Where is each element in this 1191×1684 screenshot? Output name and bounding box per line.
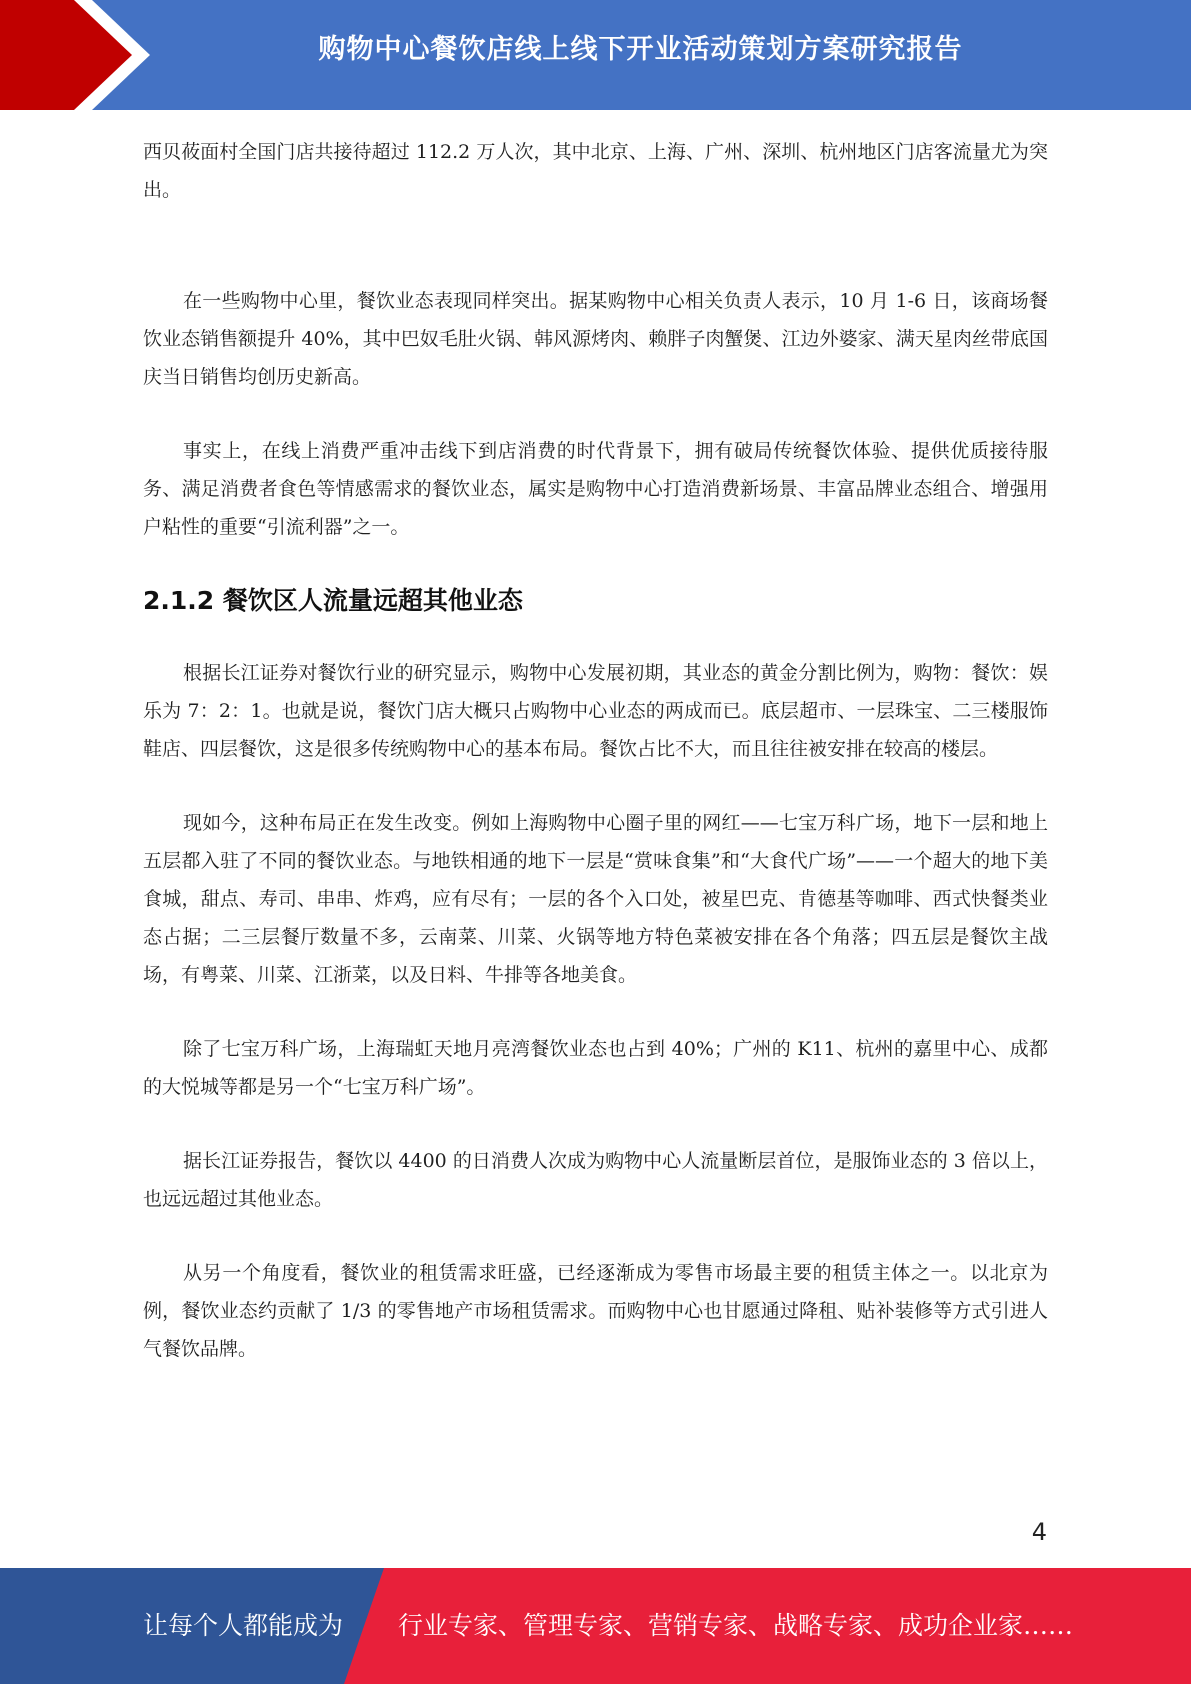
body-paragraph-4: 根据长江证券对餐饮行业的研究显示，购物中心发展初期，其业态的黄金分割比例为，购物：餐饮：娱乐为 7：2：1。也就是说，餐饮门店大概只占购物中心业态的两成而已。底层超市、一层珠宝、二三楼服饰鞋店、四层餐饮，这是很多传统购物中心的基本布局。餐饮占比不大，而且往往被安排在较高的楼层。 bbox=[143, 662, 1048, 760]
body-paragraph-3: 事实上，在线上消费严重冲击线下到店消费的时代背景下，拥有破局传统餐饮体验、提供优质接待服务、满足消费者食色等情感需求的餐饮业态，属实是购物中心打造消费新场景、丰富品牌业态组合、增强用户粘性的重要“引流利器”之一。 bbox=[143, 440, 1048, 538]
body-paragraph-1: 西贝莜面村全国门店共接待超过 112.2 万人次，其中北京、上海、广州、深圳、杭州地区门店客流量尤为突出。 bbox=[143, 141, 1048, 201]
page-footer bbox=[0, 1568, 1191, 1684]
section-heading: 2.1.2 餐饮区人流量远超其他业态 bbox=[143, 586, 523, 615]
body-paragraph-8: 从另一个角度看，餐饮业的租赁需求旺盛，已经逐渐成为零售市场最主要的租赁主体之一。以北京为例，餐饮业态约贡献了 1/3 的零售地产市场租赁需求。而购物中心也甘愿通过降租、贴补装修等方式引进人气餐饮品牌。 bbox=[143, 1262, 1048, 1360]
document-body bbox=[143, 133, 1048, 1368]
document-title: 购物中心餐饮店线上线下开业活动策划方案研究报告 bbox=[318, 34, 963, 65]
body-paragraph-7: 据长江证券报告，餐饮以 4400 的日消费人次成为购物中心人流量断层首位，是服饰业态的 3 倍以上，也远远超过其他业态。 bbox=[143, 1150, 1048, 1210]
page-number: 4 bbox=[1031, 1518, 1047, 1546]
page-header bbox=[0, 0, 1191, 110]
footer-slogan-right: 行业专家、管理专家、营销专家、战略专家、成功企业家…… bbox=[398, 1611, 1074, 1640]
body-paragraph-5: 现如今，这种布局正在发生改变。例如上海购物中心圈子里的网红——七宝万科广场，地下一层和地上五层都入驻了不同的餐饮业态。与地铁相通的地下一层是“赏味食集”和“大食代广场”——一个超大的地下美食城，甜点、寿司、串串、炸鸡，应有尽有；一层的各个入口处，被星巴克、肯德基等咖啡、西式快餐类业态占据；二三层餐厅数量不多，云南菜、川菜、火锅等地方特色菜被安排在各个角落；四五层是餐饮主战场，有粤菜、川菜、江浙菜，以及日料、牛排等各地美食。 bbox=[143, 812, 1048, 986]
body-paragraph-2: 在一些购物中心里，餐饮业态表现同样突出。据某购物中心相关负责人表示，10 月 1-6 日，该商场餐饮业态销售额提升 40%，其中巴奴毛肚火锅、韩风源烤肉、赖胖子肉蟹煲、江边外婆家、满天星肉丝带底国庆当日销售均创历史新高。 bbox=[143, 290, 1048, 388]
body-paragraph-6: 除了七宝万科广场，上海瑞虹天地月亮湾餐饮业态也占到 40%；广州的 K11、杭州的嘉里中心、成都的大悦城等都是另一个“七宝万科广场”。 bbox=[143, 1038, 1048, 1098]
footer-slogan-left: 让每个人都能成为 bbox=[143, 1611, 344, 1640]
